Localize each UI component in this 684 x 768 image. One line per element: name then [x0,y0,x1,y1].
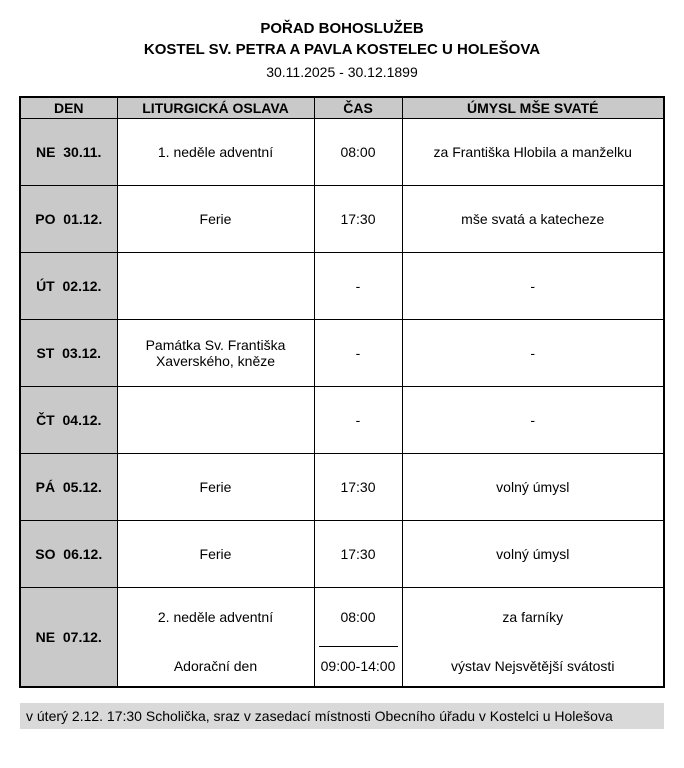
den-cell: ÚT 02.12. [20,252,117,319]
table-header-row [20,97,664,118]
col-header-umysl: ÚMYSL MŠE SVATÉ [402,97,664,118]
cas-cell: - [314,386,402,453]
den-cell: NE 07.12. [20,587,117,687]
oslava-cell: Ferie [117,453,314,520]
oslava-cell [117,587,314,687]
den-cell: PÁ 05.12. [20,453,117,520]
oslava-cell: Památka Sv. Františka Xaverského, kněze [117,319,314,386]
umysl-cell: volný úmysl [402,453,664,520]
table-row [20,587,664,687]
schedule-table [19,96,665,688]
col-header-oslava: LITURGICKÁ OSLAVA [117,97,314,118]
cas-sub2: 09:00-14:00 [319,646,398,686]
umysl-sub1: za farníky [502,608,564,625]
den-cell: NE 30.11. [20,118,117,185]
umysl-cell: - [402,252,664,319]
footer-note: v úterý 2.12. 17:30 Scholička, sraz v zasedací místnosti Obecního úřadu v Kostelci u Holešova [20,703,664,729]
umysl-cell [402,587,664,687]
table-row [20,118,664,185]
cas-cell: - [314,319,402,386]
page-title: POŘAD BOHOSLUŽEB [260,20,424,37]
table-row [20,520,664,587]
umysl-cell: - [402,319,664,386]
oslava-cell: 1. neděle adventní [117,118,314,185]
cas-cell: 08:00 [314,118,402,185]
date-range: 30.11.2025 - 30.12.1899 [266,64,418,80]
church-title: KOSTEL SV. PETRA A PAVLA KOSTELEC U HOLEŠOVA [143,41,541,58]
oslava-cell: Ferie [117,185,314,252]
table-row [20,319,664,386]
table-row [20,453,664,520]
oslava-sub1: 2. neděle adventní [157,608,274,625]
umysl-sub2: výstav Nejsvětější svátosti [451,657,615,674]
col-header-cas: ČAS [314,97,402,118]
page-header [0,18,684,83]
umysl-cell: za Františka Hlobila a manželku [402,118,664,185]
cas-cell: 17:30 [314,453,402,520]
cas-cell [314,587,402,687]
cas-cell: 17:30 [314,185,402,252]
oslava-cell: Ferie [117,520,314,587]
cas-cell: 17:30 [314,520,402,587]
col-header-den: DEN [20,97,117,118]
cas-cell: - [314,252,402,319]
table-row [20,386,664,453]
umysl-cell: mše svatá a katecheze [402,185,664,252]
oslava-sub2: Adorační den [173,657,258,674]
oslava-cell [117,386,314,453]
umysl-cell: - [402,386,664,453]
den-cell: ST 03.12. [20,319,117,386]
table-row [20,185,664,252]
den-cell: SO 06.12. [20,520,117,587]
umysl-cell: volný úmysl [402,520,664,587]
den-cell: ČT 04.12. [20,386,117,453]
oslava-cell [117,252,314,319]
table-row [20,252,664,319]
cas-sub1: 08:00 [340,608,376,625]
den-cell: PO 01.12. [20,185,117,252]
